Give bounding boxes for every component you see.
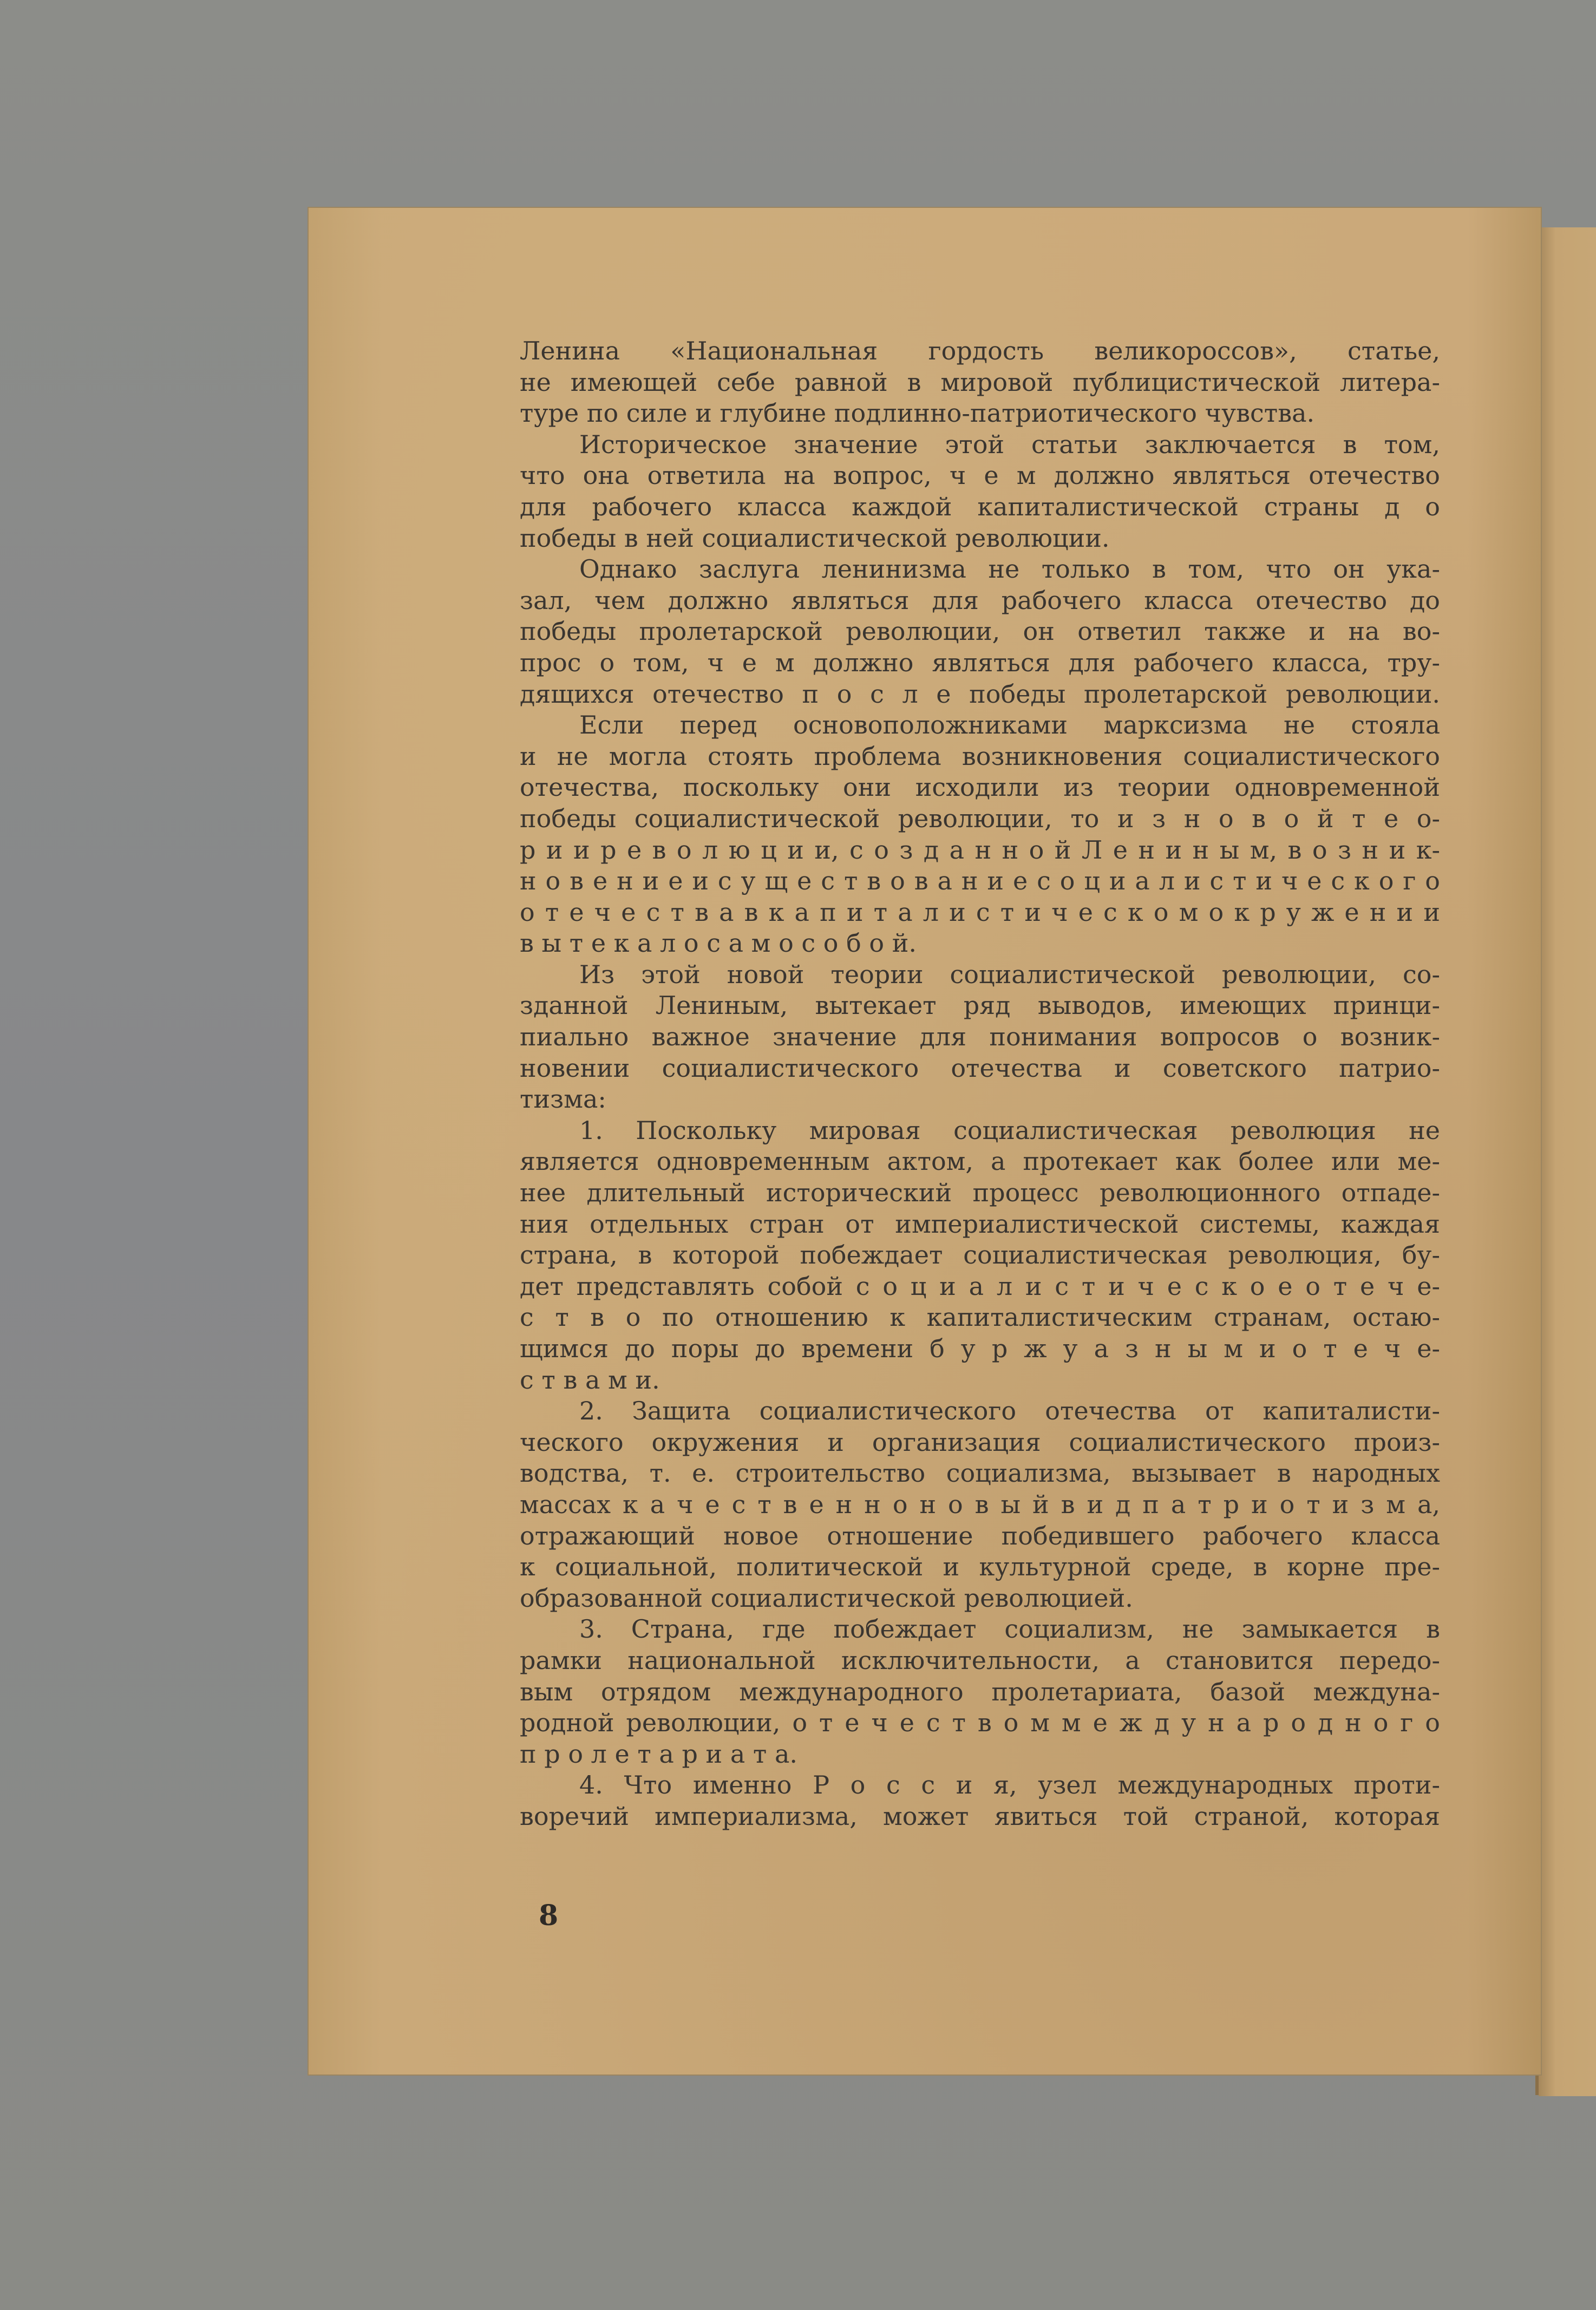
text-line: отечества, поскольку они исходили из теории одновременной	[520, 773, 1440, 802]
facing-page-edge	[1539, 227, 1596, 2096]
text-line: отражающий новое отношение победившего рабочего класса	[520, 1521, 1440, 1550]
text-line: 4. Что именно Р о с с и я, узел международных проти-	[579, 1770, 1440, 1800]
text-line: новении социалистического отечества и советского патрио-	[520, 1053, 1440, 1083]
text-line: что она ответила на вопрос, ч е м должно являться отечество	[520, 461, 1440, 490]
text-line: пиально важное значение для понимания вопросов о возник-	[520, 1022, 1440, 1052]
text-line: 2. Защита социалистического отечества от капиталисти-	[579, 1396, 1440, 1426]
text-line: щимся до поры до времени б у р ж у а з н ы м и о т е ч е-	[520, 1334, 1440, 1363]
text-line: о т е ч е с т в а в к а п и т а л и с т и ч е с к о м о к р у ж е н и и	[520, 897, 1440, 927]
text-line: победы социалистической революции, то и з н о в о й т е о-	[520, 803, 1440, 833]
text-line: ческого окружения и организация социалистического произ-	[520, 1427, 1440, 1457]
text-line: туре по силе и глубине подлинно-патриотического чувства.	[520, 398, 1315, 428]
text-line: массах к а ч е с т в е н н о н о в ы й в и д п а т р и о т и з м а,	[520, 1489, 1440, 1519]
text-line: 1. Поскольку мировая социалистическая революция не	[579, 1115, 1440, 1145]
text-line: нее длительный исторический процесс революционного отпаде-	[520, 1178, 1440, 1208]
text-line: является одновременным актом, а протекает как более или ме-	[520, 1147, 1440, 1176]
text-line: Из этой новой теории социалистической революции, со-	[579, 959, 1440, 989]
text-line: прос о том, ч е м должно являться для рабочего класса, тру-	[520, 647, 1440, 677]
text-line: с т в а м и.	[520, 1365, 660, 1395]
text-line: Ленина «Национальная гордость великороссов», статье,	[520, 336, 1440, 365]
text-line: вым отрядом международного пролетариата, базой междуна-	[520, 1677, 1440, 1706]
text-line: победы в ней социалистической революции.	[520, 523, 1110, 553]
text-line: ния отдельных стран от империалистической системы, каждая	[520, 1209, 1440, 1239]
text-line: водства, т. е. строительство социализма, вызывает в народных	[520, 1458, 1440, 1488]
text-line: воречий империализма, может явиться той страной, которая	[520, 1801, 1440, 1831]
text-line: для рабочего класса каждой капиталистической страны д о	[520, 492, 1440, 521]
text-line: родной революции, о т е ч е с т в о м м е ж д у н а р о д н о г о	[520, 1708, 1440, 1738]
text-line: страна, в которой побеждает социалистическая революция, бу-	[520, 1240, 1440, 1270]
text-line: к социальной, политической и культурной среде, в корне пре-	[520, 1552, 1440, 1582]
text-line: Историческое значение этой статьи заключается в том,	[579, 429, 1440, 459]
text-line: не имеющей себе равной в мировой публицистической литера-	[520, 367, 1440, 397]
text-line: образованной социалистической революцией.	[520, 1583, 1133, 1613]
page-text	[520, 336, 1440, 1833]
text-line: 3. Страна, где побеждает социализм, не замыкается в	[579, 1614, 1440, 1644]
text-line: н о в е н и е и с у щ е с т в о в а н и е с о ц и а л и с т и ч е с к о г о	[520, 866, 1440, 896]
text-line: с т в о по отношению к капиталистическим странам, остаю-	[520, 1303, 1440, 1332]
text-line: р и и р е в о л ю ц и и, с о з д а н н о й Л е н и н ы м, в о з н и к-	[520, 835, 1440, 865]
text-line: победы пролетарской революции, он ответил также и на во-	[520, 617, 1440, 646]
text-line: дящихся отечество п о с л е победы пролетарской революции.	[520, 679, 1440, 709]
text-line: и не могла стоять проблема возникновения социалистического	[520, 741, 1440, 771]
text-line: тизма:	[520, 1084, 606, 1114]
page-number: 8	[539, 1899, 559, 1932]
text-line: зданной Лениным, вытекает ряд выводов, имеющих принци-	[520, 991, 1440, 1020]
text-line: Однако заслуга ленинизма не только в том, что он ука-	[579, 554, 1440, 584]
text-line: Если перед основоположниками марксизма не стояла	[579, 710, 1440, 740]
text-line: рамки национальной исключительности, а становится передо-	[520, 1645, 1440, 1675]
text-line: п р о л е т а р и а т а.	[520, 1739, 797, 1769]
text-line: зал, чем должно являться для рабочего класса отечество до	[520, 585, 1440, 615]
text-line: в ы т е к а л о с а м о с о б о й.	[520, 928, 917, 958]
text-line: дет представлять собой с о ц и а л и с т и ч е с к о е о т е ч е-	[520, 1271, 1440, 1301]
